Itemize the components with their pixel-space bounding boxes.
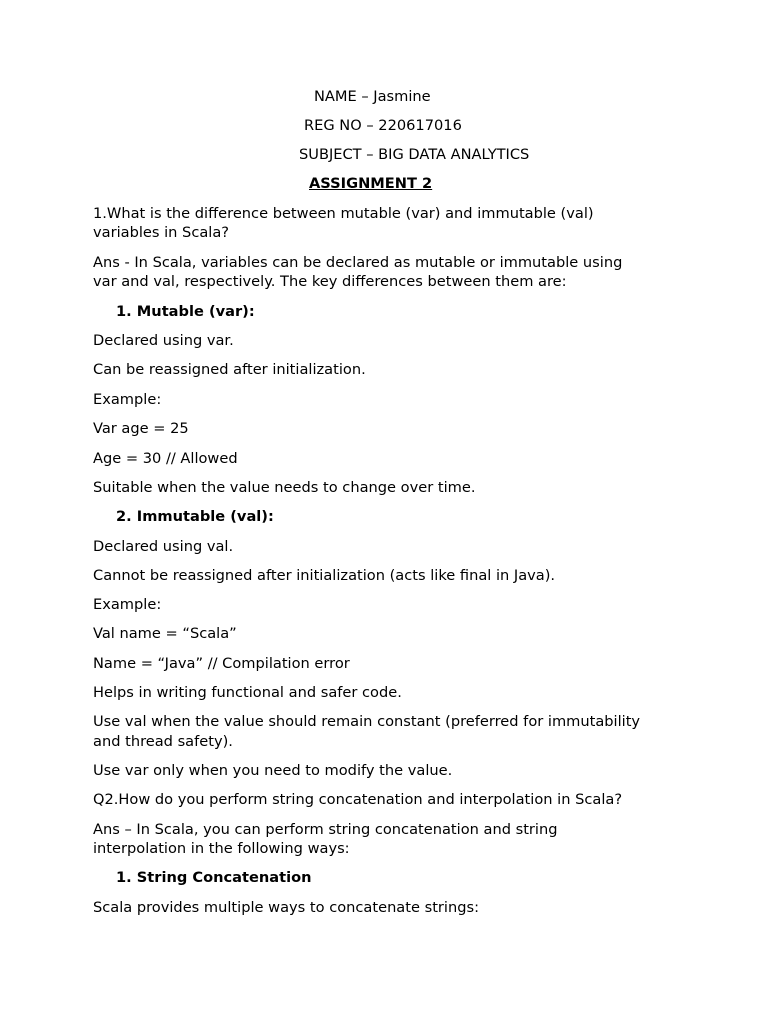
q1-answer-line-1: Ans - In Scala, variables can be declared as mutable or immutable using xyxy=(93,254,623,271)
subject-line: SUBJECT – BIG DATA ANALYTICS xyxy=(299,146,530,163)
use-val-line-2: and thread safety). xyxy=(93,733,233,750)
q2-question: Q2.How do you perform string concatenation and interpolation in Scala? xyxy=(93,791,623,808)
use-val-line-1: Use val when the value should remain constant (preferred for immutability xyxy=(93,713,641,730)
mutable-line: Can be reassigned after initialization. xyxy=(93,361,366,378)
immutable-line: Helps in writing functional and safer code. xyxy=(93,684,402,701)
mutable-code-line: Age = 30 // Allowed xyxy=(93,450,238,467)
q1-question-line-2: variables in Scala? xyxy=(93,224,230,241)
q1-question-line-1: 1.What is the difference between mutable (var) and immutable (val) xyxy=(93,205,594,222)
immutable-heading: 2. Immutable (val): xyxy=(116,508,274,525)
q2-answer-line-2: interpolation in the following ways: xyxy=(93,840,350,857)
mutable-code-line: Var age = 25 xyxy=(93,420,189,437)
q2-answer-line-1: Ans – In Scala, you can perform string concatenation and string xyxy=(93,821,558,838)
immutable-line: Declared using val. xyxy=(93,538,234,555)
concat-intro: Scala provides multiple ways to concatenate strings: xyxy=(93,899,480,916)
use-var-line: Use var only when you need to modify the value. xyxy=(93,762,453,779)
assignment-title: ASSIGNMENT 2 xyxy=(309,175,433,192)
q1-answer-line-2: var and val, respectively. The key differences between them are: xyxy=(93,273,567,290)
mutable-line: Example: xyxy=(93,391,162,408)
immutable-line: Cannot be reassigned after initialization (acts like final in Java). xyxy=(93,567,556,584)
registration-number: REG NO – 220617016 xyxy=(304,117,462,134)
mutable-line: Declared using var. xyxy=(93,332,234,349)
concat-heading: 1. String Concatenation xyxy=(116,869,312,886)
mutable-heading: 1. Mutable (var): xyxy=(116,303,255,320)
immutable-line: Example: xyxy=(93,596,162,613)
student-name: NAME – Jasmine xyxy=(314,88,431,105)
immutable-code-line: Name = “Java” // Compilation error xyxy=(93,655,350,672)
immutable-code-line: Val name = “Scala” xyxy=(93,625,237,642)
mutable-line: Suitable when the value needs to change over time. xyxy=(93,479,476,496)
